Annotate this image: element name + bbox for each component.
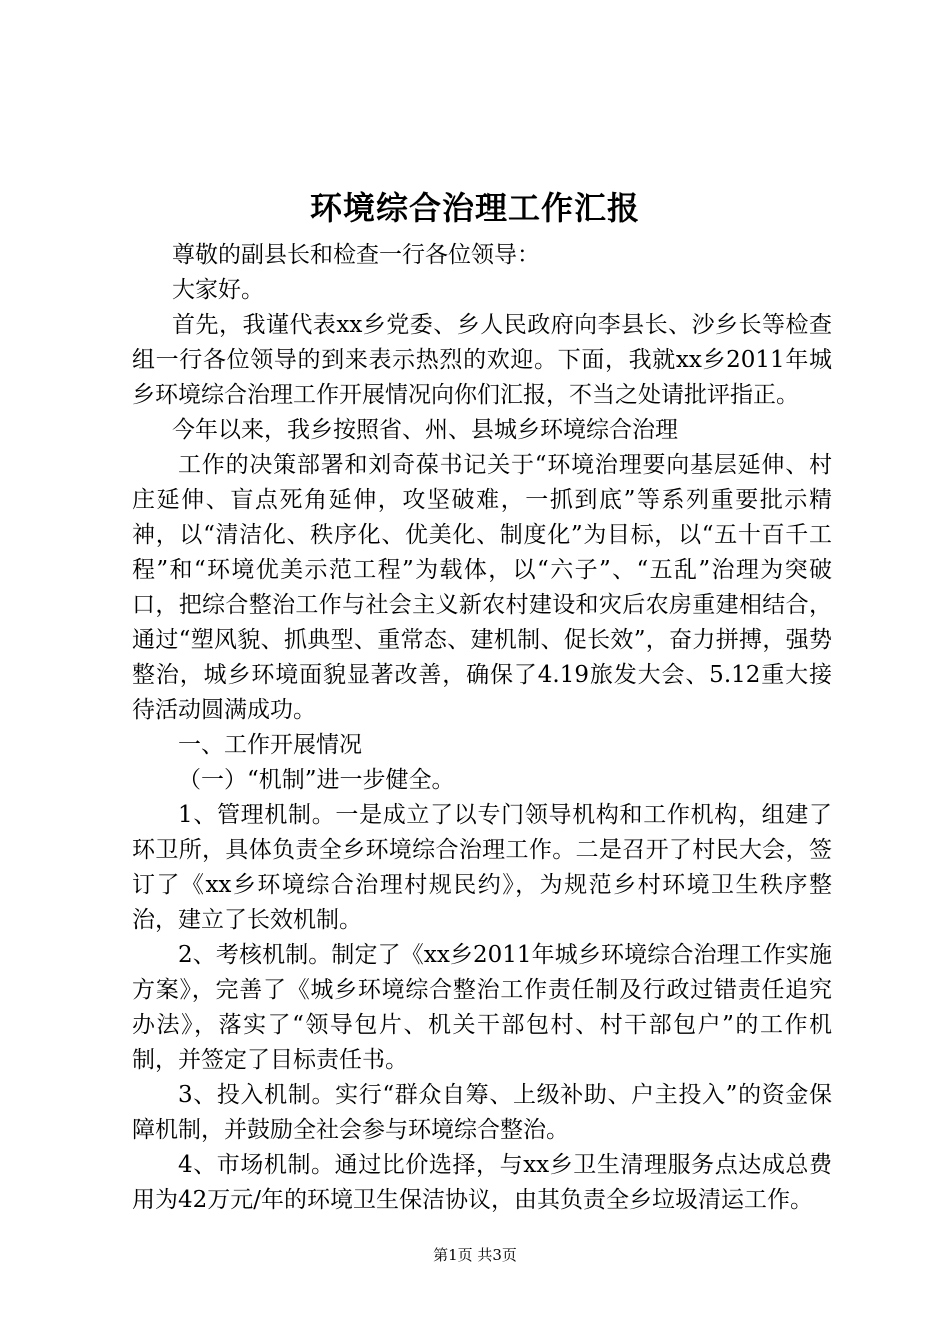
- document-body: [132, 238, 832, 1218]
- paragraph-intro: 首先，我谨代表xx乡党委、乡人民政府向李县长、沙乡长等检查组一行各位领导的到来表示热烈的欢迎。下面，我就xx乡2011年城乡环境综合治理工作开展情况向你们汇报，不当之处请批评指正。: [132, 312, 832, 408]
- document-title: 环境综合治理工作汇报: [309, 189, 640, 227]
- paragraph-management: 1、管理机制。一是成立了以专门领导机构和工作机构，组建了环卫所，具体负责全乡环境综合治理工作。二是召开了村民大会，签订了《xx乡环境综合治理村规民约》，为规范乡村环境卫生秩序整治，建立了长效机制。: [132, 802, 832, 933]
- paragraph-assessment: 2、考核机制。制定了《xx乡2011年城乡环境综合治理工作实施方案》，完善了《城乡环境综合整治工作责任制及行政过错责任追究办法》，落实了“领导包片、机关干部包村、村干部包户”的工作机制，并签定了目标责任书。: [132, 942, 832, 1073]
- salutation: 尊敬的副县长和检查一行各位领导：: [172, 242, 540, 268]
- paragraph-deployment: 工作的决策部署和刘奇葆书记关于“环境治理要向基层延伸、村庄延伸、盲点死角延伸，攻坚破难，一抓到底”等系列重要批示精神，以“清洁化、秩序化、优美化、制度化”为目标，以“五十百千工程”和“环境优美示范工程”为载体，以“六子”、“五乱”治理为突破口，把综合整治工作与社会主义新农村建设和灾后农房重建相结合，通过“塑风貌、抓典型、重常态、建机制、促长效”，奋力拼搏，强势整治，城乡环境面貌显著改善，确保了4.19旅发大会、5.12重大接待活动圆满成功。: [132, 452, 832, 723]
- paragraph-investment: 3、投入机制。实行“群众自筹、上级补助、户主投入”的资金保障机制，并鼓励全社会参与环境综合整治。: [132, 1082, 832, 1143]
- section-heading-1: 一、工作开展情况: [178, 732, 362, 758]
- paragraph-market: 4、市场机制。通过比价选择，与xx乡卫生清理服务点达成总费用为42万元/年的环境卫生保洁协议，由其负责全乡垃圾清运工作。: [132, 1152, 832, 1213]
- subsection-heading-1: （一）“机制”进一步健全。: [178, 767, 455, 793]
- page-footer: 第1页 共3页: [433, 1246, 517, 1264]
- greeting: 大家好。: [172, 277, 264, 303]
- paragraph-this-year: 今年以来，我乡按照省、州、县城乡环境综合治理: [172, 417, 678, 443]
